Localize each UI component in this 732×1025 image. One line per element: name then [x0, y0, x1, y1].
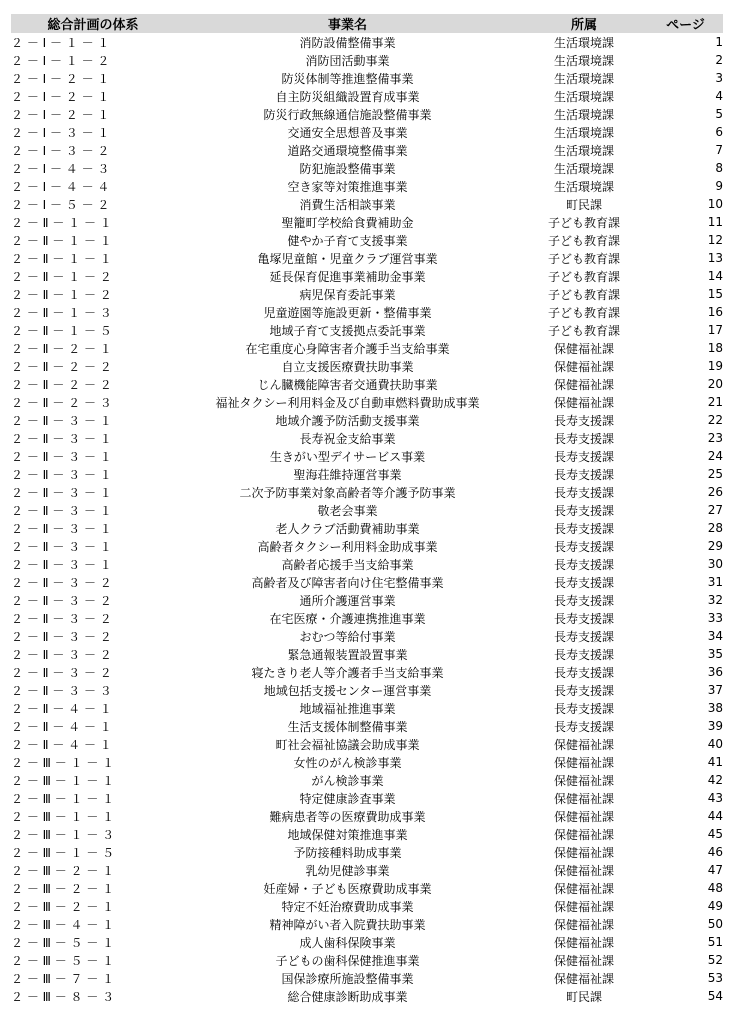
header-page: ページ	[648, 14, 723, 33]
page-number-cell: 9	[715, 179, 723, 193]
page-number-cell: 1	[715, 35, 723, 49]
department-cell: 町民課	[565, 989, 602, 1004]
project-name-cell: 高齢者タクシー利用料金助成事業	[257, 539, 438, 554]
table-row	[11, 789, 723, 807]
system-code-cell: ２ － Ⅱ － １ － ５	[11, 323, 112, 338]
table-row	[11, 51, 723, 69]
page-number-cell: 29	[707, 539, 723, 553]
table-row	[11, 123, 723, 141]
system-code-cell: ２ － Ⅲ － １ － ３	[11, 827, 115, 842]
project-name-cell: 防犯施設整備事業	[299, 161, 396, 176]
page-number-cell: 4	[715, 89, 723, 103]
page-number-cell: 30	[707, 557, 723, 571]
project-name-cell: 高齢者及び障害者向け住宅整備事業	[251, 575, 444, 590]
table-row	[11, 735, 723, 753]
page-number-cell: 13	[707, 251, 723, 265]
system-code-cell: ２ － Ⅱ － ３ － １	[11, 521, 112, 536]
table-row	[11, 105, 723, 123]
project-name-cell: 子どもの歯科保健推進事業	[275, 953, 420, 968]
table-row	[11, 681, 723, 699]
system-code-cell: ２ － Ⅱ － ３ － １	[11, 467, 112, 482]
department-cell: 生活環境課	[553, 179, 614, 194]
page-number-cell: 40	[707, 737, 723, 751]
project-name-cell: 延長保育促進事業補助金事業	[269, 269, 426, 284]
project-name-cell: 地域保健対策推進事業	[287, 827, 408, 842]
table-row	[11, 969, 723, 987]
table-row	[11, 573, 723, 591]
system-code-cell: ２ － Ⅲ － １ － １	[11, 791, 115, 806]
page-number-cell: 42	[707, 773, 723, 787]
department-cell: 生活環境課	[553, 107, 614, 122]
system-code-cell: ２ － Ⅱ － ３ － ２	[11, 665, 112, 680]
department-cell: 子ども教育課	[547, 287, 620, 302]
department-cell: 生活環境課	[553, 71, 614, 86]
department-cell: 子ども教育課	[547, 305, 620, 320]
department-cell: 生活環境課	[553, 143, 614, 158]
department-cell: 生活環境課	[553, 53, 614, 68]
project-name-cell: 防災体制等推進整備事業	[281, 71, 414, 86]
table-row	[11, 807, 723, 825]
project-name-cell: 予防接種料助成事業	[293, 845, 402, 860]
project-name-cell: 福祉タクシー利用料金及び自動車燃料費助成事業	[215, 395, 480, 410]
project-name-cell: 病児保育委託事業	[299, 287, 396, 302]
project-name-cell: 聖籠町学校給食費補助金	[281, 215, 414, 230]
system-code-cell: ２ － Ⅱ － １ － １	[11, 215, 112, 230]
table-row	[11, 213, 723, 231]
table-row	[11, 447, 723, 465]
system-code-cell: ２ － Ⅲ － １ － ５	[11, 845, 115, 860]
system-code-cell: ２ － Ⅰ － １ － １	[11, 35, 110, 50]
table-row	[11, 303, 723, 321]
page-number-cell: 41	[707, 755, 723, 769]
system-code-cell: ２ － Ⅱ － ３ － １	[11, 539, 112, 554]
department-cell: 保健福祉課	[553, 881, 614, 896]
system-code-cell: ２ － Ⅱ － ３ － ２	[11, 629, 112, 644]
header-name: 事業名	[175, 14, 520, 33]
page-number-cell: 37	[707, 683, 723, 697]
project-name-cell: 児童遊園等施設更新・整備事業	[263, 305, 432, 320]
table-row	[11, 141, 723, 159]
department-cell: 生活環境課	[553, 161, 614, 176]
project-name-cell: 在宅医療・介護連携推進事業	[269, 611, 426, 626]
table-row	[11, 537, 723, 555]
table-row	[11, 195, 723, 213]
system-code-cell: ２ － Ⅲ － ２ － １	[11, 881, 115, 896]
table-row	[11, 285, 723, 303]
header-system: 総合計画の体系	[11, 14, 175, 33]
project-name-cell: 成人歯科保険事業	[299, 935, 396, 950]
table-header	[11, 14, 723, 33]
department-cell: 生活環境課	[553, 35, 614, 50]
header-row	[11, 14, 723, 33]
table-row	[11, 159, 723, 177]
project-name-cell: 生活支援体制整備事業	[287, 719, 408, 734]
table-row	[11, 897, 723, 915]
page-number-cell: 5	[715, 107, 723, 121]
project-name-cell: 地域福祉推進事業	[299, 701, 396, 716]
system-code-cell: ２ － Ⅱ － ３ － ２	[11, 611, 112, 626]
system-code-cell: ２ － Ⅲ － ５ － １	[11, 953, 115, 968]
department-cell: 保健福祉課	[553, 809, 614, 824]
department-cell: 生活環境課	[553, 89, 614, 104]
page-number-cell: 39	[707, 719, 723, 733]
project-name-cell: 亀塚児童館・児童クラブ運営事業	[257, 251, 438, 266]
department-cell: 町民課	[565, 197, 602, 212]
page-number-cell: 25	[707, 467, 723, 481]
system-code-cell: ２ － Ⅰ － ４ － ３	[11, 161, 110, 176]
department-cell: 長寿支援課	[553, 449, 614, 464]
project-index-table	[11, 14, 723, 1005]
system-code-cell: ２ － Ⅰ － ２ － １	[11, 71, 110, 86]
system-code-cell: ２ － Ⅲ － １ － １	[11, 809, 115, 824]
page-number-cell: 21	[707, 395, 723, 409]
page-number-cell: 23	[707, 431, 723, 445]
department-cell: 保健福祉課	[553, 935, 614, 950]
project-name-cell: 健やか子育て支援事業	[287, 233, 408, 248]
system-code-cell: ２ － Ⅱ － ２ － １	[11, 341, 112, 356]
project-name-cell: 生きがい型デイサービス事業	[269, 449, 426, 464]
page-number-cell: 26	[707, 485, 723, 499]
page-number-cell: 19	[707, 359, 723, 373]
system-code-cell: ２ － Ⅰ － ３ － １	[11, 125, 110, 140]
table-row	[11, 699, 723, 717]
department-cell: 保健福祉課	[553, 341, 614, 356]
page-number-cell: 38	[707, 701, 723, 715]
table-row	[11, 321, 723, 339]
table-row	[11, 501, 723, 519]
page-number-cell: 31	[707, 575, 723, 589]
page-number-cell: 50	[707, 917, 723, 931]
system-code-cell: ２ － Ⅰ － ２ － １	[11, 89, 110, 104]
department-cell: 保健福祉課	[553, 377, 614, 392]
page-number-cell: 52	[707, 953, 723, 967]
system-code-cell: ２ － Ⅱ － ３ － １	[11, 413, 112, 428]
project-name-cell: 国保診療所施設整備事業	[281, 971, 414, 986]
system-code-cell: ２ － Ⅱ － ３ － １	[11, 557, 112, 572]
department-cell: 子ども教育課	[547, 323, 620, 338]
department-cell: 保健福祉課	[553, 953, 614, 968]
page-number-cell: 48	[707, 881, 723, 895]
project-name-cell: 在宅重度心身障害者介護手当支給事業	[245, 341, 450, 356]
table-row	[11, 519, 723, 537]
page-number-cell: 28	[707, 521, 723, 535]
department-cell: 保健福祉課	[553, 359, 614, 374]
project-name-cell: 防災行政無線通信施設整備事業	[263, 107, 432, 122]
page-number-cell: 16	[707, 305, 723, 319]
system-code-cell: ２ － Ⅱ － ３ － １	[11, 485, 112, 500]
department-cell: 長寿支援課	[553, 521, 614, 536]
system-code-cell: ２ － Ⅱ － ３ － ２	[11, 593, 112, 608]
table-row	[11, 267, 723, 285]
system-code-cell: ２ － Ⅲ － １ － １	[11, 773, 115, 788]
project-name-cell: 消費生活相談事業	[299, 197, 396, 212]
department-cell: 子ども教育課	[547, 215, 620, 230]
department-cell: 保健福祉課	[553, 773, 614, 788]
table-row	[11, 951, 723, 969]
department-cell: 子ども教育課	[547, 269, 620, 284]
department-cell: 保健福祉課	[553, 917, 614, 932]
table-row	[11, 771, 723, 789]
table-row	[11, 879, 723, 897]
page-number-cell: 7	[715, 143, 723, 157]
project-name-cell: 妊産婦・子ども医療費助成事業	[263, 881, 432, 896]
page-number-cell: 36	[707, 665, 723, 679]
table-row	[11, 663, 723, 681]
department-cell: 長寿支援課	[553, 611, 614, 626]
page-number-cell: 15	[707, 287, 723, 301]
system-code-cell: ２ － Ⅱ － ３ － ２	[11, 575, 112, 590]
table-row	[11, 717, 723, 735]
page-number-cell: 51	[707, 935, 723, 949]
table-row	[11, 87, 723, 105]
system-code-cell: ２ － Ⅲ － ２ － １	[11, 863, 115, 878]
table-row	[11, 843, 723, 861]
project-name-cell: 高齢者応援手当支給事業	[281, 557, 414, 572]
department-cell: 子ども教育課	[547, 233, 620, 248]
department-cell: 長寿支援課	[553, 485, 614, 500]
project-name-cell: がん検診事業	[311, 773, 384, 788]
project-name-cell: 道路交通環境整備事業	[287, 143, 408, 158]
project-name-cell: 老人クラブ活動費補助事業	[275, 521, 420, 536]
page-number-cell: 45	[707, 827, 723, 841]
page-number-cell: 10	[707, 197, 723, 211]
page-number-cell: 20	[707, 377, 723, 391]
page-number-cell: 17	[707, 323, 723, 337]
project-name-cell: 地域包括支援センター運営事業	[263, 683, 432, 698]
project-name-cell: 交通安全思想普及事業	[287, 125, 408, 140]
system-code-cell: ２ － Ⅲ － ８ － ３	[11, 989, 115, 1004]
project-name-cell: 長寿祝金支給事業	[299, 431, 396, 446]
table-row	[11, 231, 723, 249]
table-row	[11, 69, 723, 87]
department-cell: 長寿支援課	[553, 557, 614, 572]
system-code-cell: ２ － Ⅱ － ４ － １	[11, 719, 112, 734]
system-code-cell: ２ － Ⅱ － ３ － １	[11, 503, 112, 518]
department-cell: 保健福祉課	[553, 827, 614, 842]
page-number-cell: 24	[707, 449, 723, 463]
page-number-cell: 27	[707, 503, 723, 517]
table-row	[11, 933, 723, 951]
page-number-cell: 35	[707, 647, 723, 661]
system-code-cell: ２ － Ⅰ － ３ － ２	[11, 143, 110, 158]
department-cell: 長寿支援課	[553, 647, 614, 662]
project-name-cell: 空き家等対策推進事業	[287, 179, 408, 194]
page-number-cell: 49	[707, 899, 723, 913]
department-cell: 長寿支援課	[553, 503, 614, 518]
project-name-cell: 消防設備整備事業	[299, 35, 396, 50]
project-name-cell: 通所介護運営事業	[299, 593, 396, 608]
project-name-cell: 二次予防事業対象高齢者等介護予防事業	[239, 485, 456, 500]
table-row	[11, 555, 723, 573]
page-number-cell: 47	[707, 863, 723, 877]
department-cell: 保健福祉課	[553, 755, 614, 770]
project-name-cell: 難病患者等の医療費助成事業	[269, 809, 426, 824]
table-row	[11, 339, 723, 357]
project-name-cell: 自主防災組織設置育成事業	[275, 89, 420, 104]
page-number-cell: 2	[715, 53, 723, 67]
project-name-cell: 地域子育て支援拠点委託事業	[269, 323, 426, 338]
system-code-cell: ２ － Ⅱ － ３ － １	[11, 431, 112, 446]
page-number-cell: 46	[707, 845, 723, 859]
department-cell: 保健福祉課	[553, 845, 614, 860]
system-code-cell: ２ － Ⅰ － ４ － ４	[11, 179, 110, 194]
project-name-cell: 精神障がい者入院費扶助事業	[269, 917, 426, 932]
system-code-cell: ２ － Ⅱ － １ － ３	[11, 305, 112, 320]
table-row	[11, 357, 723, 375]
department-cell: 長寿支援課	[553, 539, 614, 554]
department-cell: 保健福祉課	[553, 737, 614, 752]
department-cell: 長寿支援課	[553, 431, 614, 446]
system-code-cell: ２ － Ⅱ － ３ － ３	[11, 683, 112, 698]
system-code-cell: ２ － Ⅱ － ３ － １	[11, 449, 112, 464]
project-name-cell: 乳幼児健診事業	[305, 863, 390, 878]
system-code-cell: ２ － Ⅲ － ２ － １	[11, 899, 115, 914]
page-number-cell: 6	[715, 125, 723, 139]
department-cell: 長寿支援課	[553, 629, 614, 644]
table-row	[11, 429, 723, 447]
table-row	[11, 645, 723, 663]
project-name-cell: 総合健康診断助成事業	[287, 989, 408, 1004]
project-name-cell: 消防団活動事業	[305, 53, 390, 68]
department-cell: 長寿支援課	[553, 413, 614, 428]
table-row	[11, 825, 723, 843]
project-name-cell: 町社会福祉協議会助成事業	[275, 737, 420, 752]
project-name-cell: 特定不妊治療費助成事業	[281, 899, 414, 914]
system-code-cell: ２ － Ⅱ － １ － ２	[11, 269, 112, 284]
table-row	[11, 483, 723, 501]
page-number-cell: 43	[707, 791, 723, 805]
system-code-cell: ２ － Ⅱ － １ － １	[11, 233, 112, 248]
project-name-cell: 緊急通報装置設置事業	[287, 647, 408, 662]
page-number-cell: 22	[707, 413, 723, 427]
page-number-cell: 32	[707, 593, 723, 607]
table-row	[11, 375, 723, 393]
table-row	[11, 33, 723, 51]
table-row	[11, 861, 723, 879]
department-cell: 長寿支援課	[553, 683, 614, 698]
system-code-cell: ２ － Ⅲ － ５ － １	[11, 935, 115, 950]
table-row	[11, 627, 723, 645]
table-row	[11, 177, 723, 195]
system-code-cell: ２ － Ⅱ － ２ － ２	[11, 359, 112, 374]
project-name-cell: 寝たきり老人等介護者手当支給事業	[251, 665, 444, 680]
page-number-cell: 8	[715, 161, 723, 175]
project-name-cell: 敬老会事業	[317, 503, 378, 518]
system-code-cell: ２ － Ⅱ － １ － ２	[11, 287, 112, 302]
project-name-cell: 聖海荘維持運営事業	[293, 467, 402, 482]
page-number-cell: 34	[707, 629, 723, 643]
page-number-cell: 3	[715, 71, 723, 85]
page-number-cell: 53	[707, 971, 723, 985]
system-code-cell: ２ － Ⅱ － ４ － １	[11, 701, 112, 716]
system-code-cell: ２ － Ⅱ － ３ － ２	[11, 647, 112, 662]
project-name-cell: 特定健康診査事業	[299, 791, 396, 806]
system-code-cell: ２ － Ⅲ － ７ － １	[11, 971, 115, 986]
table-row	[11, 465, 723, 483]
table-row	[11, 393, 723, 411]
system-code-cell: ２ － Ⅲ － ４ － １	[11, 917, 115, 932]
system-code-cell: ２ － Ⅰ － ２ － １	[11, 107, 110, 122]
department-cell: 長寿支援課	[553, 665, 614, 680]
page-number-cell: 54	[707, 989, 723, 1003]
system-code-cell: ２ － Ⅰ － １ － ２	[11, 53, 110, 68]
page-number-cell: 33	[707, 611, 723, 625]
table-body	[11, 33, 723, 1005]
table-row	[11, 753, 723, 771]
table-row	[11, 411, 723, 429]
department-cell: 保健福祉課	[553, 971, 614, 986]
system-code-cell: ２ － Ⅱ － ４ － １	[11, 737, 112, 752]
department-cell: 長寿支援課	[553, 575, 614, 590]
table-row	[11, 609, 723, 627]
page-number-cell: 12	[707, 233, 723, 247]
department-cell: 長寿支援課	[553, 467, 614, 482]
system-code-cell: ２ － Ⅰ － ５ － ２	[11, 197, 110, 212]
header-dept: 所属	[520, 14, 648, 33]
project-name-cell: じん臓機能障害者交通費扶助事業	[257, 377, 438, 392]
table-row	[11, 987, 723, 1005]
page-number-cell: 18	[707, 341, 723, 355]
department-cell: 保健福祉課	[553, 899, 614, 914]
page-number-cell: 11	[707, 215, 723, 229]
system-code-cell: ２ － Ⅱ － １ － １	[11, 251, 112, 266]
system-code-cell: ２ － Ⅲ － １ － １	[11, 755, 115, 770]
system-code-cell: ２ － Ⅱ － ２ － ２	[11, 377, 112, 392]
page-number-cell: 44	[707, 809, 723, 823]
project-name-cell: おむつ等給付事業	[299, 629, 396, 644]
department-cell: 生活環境課	[553, 125, 614, 140]
department-cell: 保健福祉課	[553, 395, 614, 410]
table-row	[11, 591, 723, 609]
department-cell: 長寿支援課	[553, 701, 614, 716]
project-name-cell: 女性のがん検診事業	[293, 755, 402, 770]
department-cell: 長寿支援課	[553, 719, 614, 734]
department-cell: 長寿支援課	[553, 593, 614, 608]
project-name-cell: 地域介護予防活動支援事業	[275, 413, 420, 428]
table-row	[11, 249, 723, 267]
department-cell: 保健福祉課	[553, 791, 614, 806]
table-row	[11, 915, 723, 933]
page-number-cell: 14	[707, 269, 723, 283]
department-cell: 保健福祉課	[553, 863, 614, 878]
department-cell: 子ども教育課	[547, 251, 620, 266]
system-code-cell: ２ － Ⅱ － ２ － ３	[11, 395, 112, 410]
project-name-cell: 自立支援医療費扶助事業	[281, 359, 414, 374]
